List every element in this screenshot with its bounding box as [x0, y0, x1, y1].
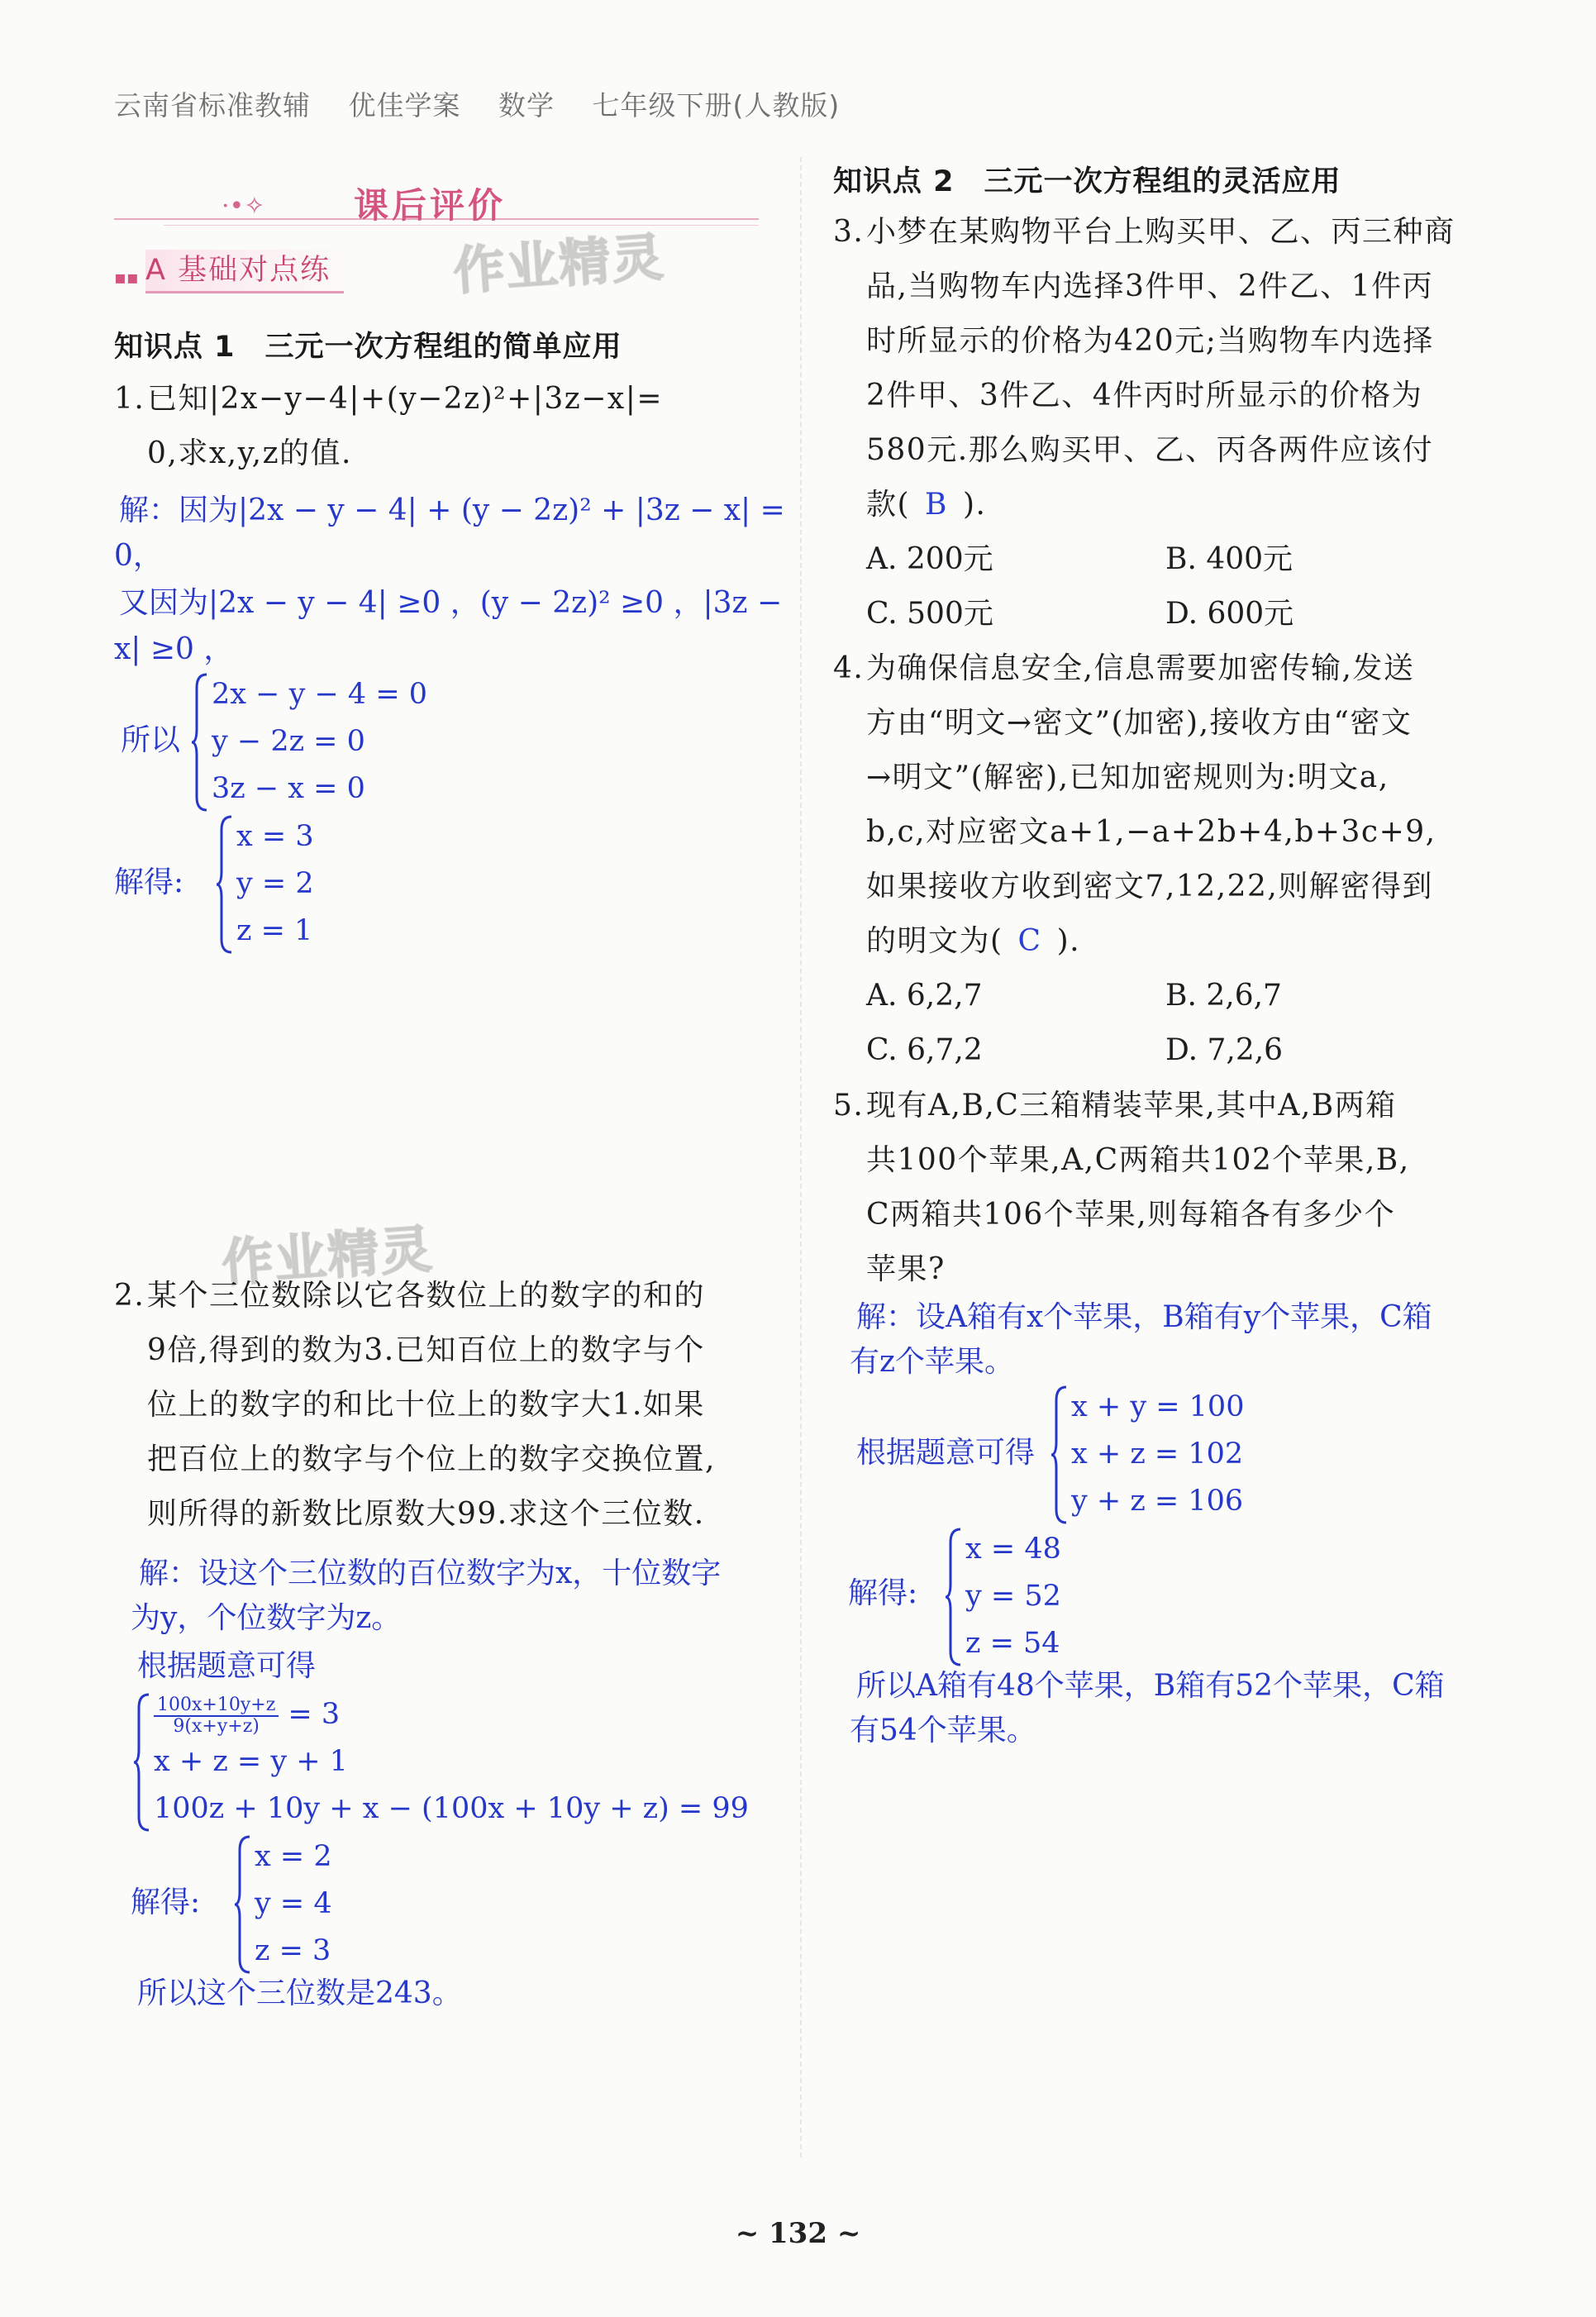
solution-line: 0， — [114, 539, 163, 573]
sub-section-label: A 基础对点练 — [145, 250, 344, 293]
answer-mark: B — [925, 488, 949, 522]
conclusion-line: 所以A箱有48个苹果，B箱有52个苹果，C箱 — [856, 1669, 1445, 1703]
section-title-text: 课后评价 — [354, 185, 507, 226]
question-text-line: 时所显示的价格为420元;当购物车内选择 — [866, 324, 1434, 358]
equation: y = 52 — [965, 1580, 1061, 1613]
solution-line: 解：设这个三位数的百位数字为x，十位数字 — [139, 1557, 722, 1590]
equation: z = 54 — [965, 1627, 1060, 1660]
question-text-line: 把百位上的数字与个位上的数字交换位置, — [147, 1442, 716, 1476]
question-number: 5. — [833, 1089, 865, 1123]
option-b: B. 400元 — [1165, 542, 1293, 576]
header-item: 云南省标准教辅 — [114, 89, 311, 122]
question-text-line: 已知|2x−y−4|+(y−2z)²+|3z−x|= — [147, 382, 664, 416]
options-q4 — [866, 969, 1494, 1078]
question-3 — [833, 205, 1494, 532]
question-text-line: 2件甲、3件乙、4件丙时所显示的价格为 — [866, 379, 1423, 412]
knowledge-point-1: 知识点 1 三元一次方程组的简单应用 — [114, 331, 622, 364]
question-text-line: 0,求x,y,z的值. — [147, 436, 353, 470]
question-4 — [833, 641, 1494, 969]
solution-line: 根据题意可得 — [137, 1649, 317, 1683]
question-text-line: 如果接收方收到密文7,12,22,则解密得到 — [866, 870, 1433, 903]
sparkle-icon: ·•✧ — [222, 192, 265, 221]
question-text-line: 小梦在某购物平台上购买甲、乙、丙三种商 — [866, 215, 1455, 249]
options-q3 — [866, 532, 1494, 641]
conclusion: 所以这个三位数是243。 — [137, 1976, 462, 2010]
question-text-line: 共100个苹果,A,C两箱共102个苹果,B, — [866, 1143, 1410, 1177]
question-text-line: 9倍,得到的数为3.已知百位上的数字与个 — [147, 1333, 705, 1367]
question-number: 1. — [114, 382, 145, 416]
question-text-line: 苹果? — [866, 1252, 946, 1286]
equation: x + z = 102 — [1071, 1437, 1244, 1471]
brace-icon — [233, 1833, 253, 1976]
equation: y = 4 — [255, 1887, 332, 1920]
dots-icon: ▪▪ — [114, 268, 139, 288]
option-d: D. 600元 — [1165, 597, 1294, 631]
equation: z = 3 — [255, 1934, 331, 1967]
question-text-line: C两箱共106个苹果,则每箱各有多少个 — [866, 1198, 1396, 1232]
solve-label: 解得: — [131, 1886, 201, 1919]
brace-icon — [944, 1526, 964, 1668]
solution-label: 根据题意可得 — [856, 1436, 1036, 1470]
brace-icon — [1050, 1384, 1070, 1526]
text-fragment: 款( — [866, 488, 911, 522]
solution-line: 为y，个位数字为z。 — [131, 1601, 402, 1635]
question-text-line: 位上的数字的和比十位上的数字大1.如果 — [147, 1388, 705, 1422]
knowledge-point-2: 知识点 2 三元一次方程组的灵活应用 — [833, 165, 1341, 198]
solution-line: 又因为|2x − y − 4| ≥0 ，(y − 2z)² ≥0 ，|3z − — [119, 586, 783, 620]
equation: 3z − x = 0 — [212, 772, 365, 805]
question-text-line: 某个三位数除以它各数位上的数字的和的 — [147, 1279, 706, 1313]
question-text-line: 方由“明文→密文”(加密),接收方由“密文 — [866, 706, 1413, 740]
question-number: 2. — [114, 1279, 145, 1313]
brace-icon — [215, 813, 235, 956]
equation — [154, 1691, 749, 1738]
equation: x + y = 100 — [1071, 1390, 1245, 1423]
question-text-line: 为确保信息安全,信息需要加密传输,发送 — [866, 651, 1415, 685]
text-fragment: ). — [1056, 924, 1081, 958]
option-c: C. 500元 — [866, 597, 993, 631]
watermark: 作业精灵 — [220, 1218, 436, 1294]
fraction — [154, 1695, 279, 1737]
equation: z = 1 — [236, 914, 313, 947]
solve-label: 解得: — [848, 1576, 918, 1610]
equation: x = 3 — [236, 820, 314, 853]
solution-line: 有z个苹果。 — [850, 1345, 1014, 1379]
question-number: 3. — [833, 215, 865, 249]
option-b: B. 2,6,7 — [1165, 979, 1282, 1013]
text-fragment: ). — [963, 488, 987, 522]
question-text-line: 品,当购物车内选择3件甲、2件乙、1件丙 — [866, 269, 1434, 303]
header-item: 数学 — [498, 89, 555, 122]
equation: x = 48 — [965, 1533, 1061, 1566]
brace-icon — [190, 671, 210, 813]
question-1 — [114, 372, 775, 481]
question-2 — [114, 1269, 775, 1542]
solution-line: 解：设A箱有x个苹果，B箱有y个苹果，C箱 — [856, 1300, 1432, 1334]
page-number: ~ 132 ~ — [735, 2217, 861, 2250]
so-label: 所以 — [121, 723, 181, 757]
question-5 — [833, 1079, 1494, 1297]
option-d: D. 7,2,6 — [1165, 1033, 1284, 1067]
conclusion-line: 有54个苹果。 — [850, 1714, 1036, 1747]
equation-tail: = 3 — [288, 1698, 341, 1731]
option-c: C. 6,7,2 — [866, 1033, 983, 1067]
header-item: 优佳学案 — [348, 89, 461, 122]
solution-line: 解：因为|2x − y − 4| + (y − 2z)² + |3z − x| = — [119, 493, 785, 527]
watermark: 作业精灵 — [451, 226, 667, 302]
equation: y = 2 — [236, 867, 314, 900]
equation: y − 2z = 0 — [212, 725, 365, 758]
sub-section-title — [114, 250, 395, 296]
equation: y + z = 106 — [1071, 1485, 1244, 1518]
header-item: 七年级下册(人教版) — [592, 89, 841, 122]
column-divider — [800, 157, 802, 2157]
equation: x = 2 — [255, 1840, 332, 1873]
question-text-line: b,c,对应密文a+1,−a+2b+4,b+3c+9, — [866, 815, 1436, 849]
equation: 100z + 10y + x − (100x + 10y + z) = 99 — [154, 1792, 749, 1825]
question-number: 4. — [833, 651, 865, 685]
brace-icon — [132, 1691, 152, 1833]
question-text-line: 580元.那么购买甲、乙、丙各两件应该付 — [866, 433, 1434, 467]
answer-mark: C — [1017, 924, 1042, 958]
solve-label: 解得: — [114, 865, 184, 899]
book-header — [114, 84, 868, 123]
question-text-line: 现有A,B,C三箱精装苹果,其中A,B两箱 — [866, 1089, 1397, 1123]
question-text-line — [866, 914, 1494, 969]
denominator: 9(x+y+z) — [173, 1715, 260, 1737]
question-text-line — [866, 478, 1494, 532]
option-a: A. 200元 — [866, 542, 993, 576]
option-a: A. 6,2,7 — [866, 979, 983, 1013]
equation: x + z = y + 1 — [154, 1745, 348, 1778]
numerator: 100x+10y+z — [154, 1695, 279, 1717]
solution-line: x| ≥0 ， — [114, 632, 234, 666]
question-text-line: →明文”(解密),已知加密规则为:明文a, — [866, 760, 1389, 794]
equation: 2x − y − 4 = 0 — [212, 678, 428, 711]
text-fragment: 的明文为( — [866, 924, 1003, 958]
question-text-line: 则所得的新数比原数大99.求这个三位数. — [147, 1497, 705, 1531]
